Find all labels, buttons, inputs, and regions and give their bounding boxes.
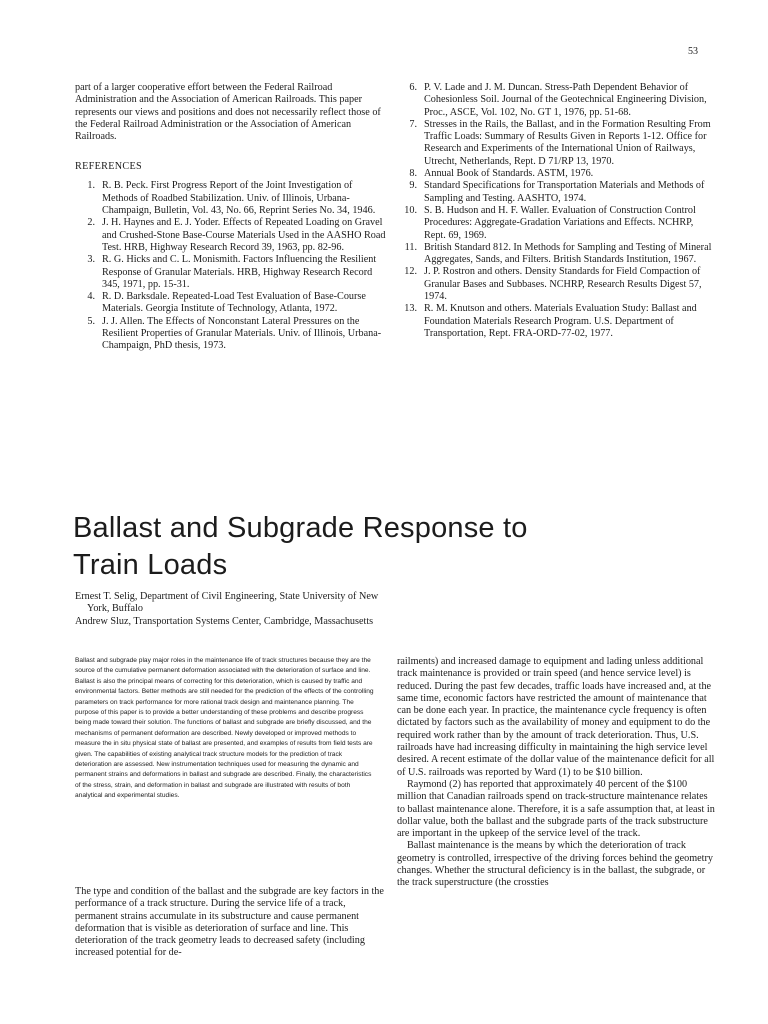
reference-number: 1. [87,180,95,192]
reference-number: 11. [404,241,417,253]
acknowledgment-text: part of a larger cooperative effort between the Federal Railroad Administration and the Association of American Railroads. This paper represents our views and positions and does not necessarily reflect those of the Federal Railroad Administration or the Association of American Railroads. [75,82,381,143]
reference-text: Standard Specifications for Transportation Materials and Methods of Sampling and Testing. AASHTO, 1974. [424,180,705,204]
reference-item [397,266,715,303]
reference-number: 3. [87,254,95,266]
reference-number: 12. [404,266,417,278]
reference-number: 8. [409,168,417,180]
reference-item [397,82,715,119]
reference-item [397,303,715,340]
reference-text: Stresses in the Rails, the Ballast, and in the Formation Resulting From Traffic Loads: Summary of Results Given in Reports 1-12. Office for Research and Experiments of the International Union of Railways, Utrecht, Netherlands, Rept. D 71/RP 13, 1970. [424,118,711,167]
reference-text: R. B. Peck. First Progress Report of the Joint Investigation of Methods of Roadbed Stabilization. Univ. of Illinois, Urbana-Champaign, Bulletin, Vol. 43, No. 66, Reprint Series No. 34, 1946. [102,180,376,217]
reference-number: 5. [87,315,95,327]
author-selig [75,591,715,616]
reference-text: R. D. Barksdale. Repeated-Load Test Evaluation of Base-Course Materials. Georgia Institute of Technology, Atlanta, 1972. [102,291,366,315]
reference-text: S. B. Hudson and H. F. Waller. Evaluation of Construction Control Procedures: Aggregate-Gradation Variations and Effects. NCHRP, Rept. 69, 1969. [424,204,696,241]
reference-number: 4. [87,291,95,303]
reference-text: J. H. Haynes and E. J. Yoder. Effects of Repeated Loading on Gravel and Crushed-Stone Base-Course Materials Used in the AASHO Road Test. HRB, Highway Research Record 39, 1963, pp. 82-96. [102,217,386,253]
reference-number: 9. [409,180,417,192]
references-list-left [75,180,387,352]
reference-text: J. P. Rostron and others. Density Standards for Field Compaction of Granular Bases and Subbases. NCHRP, Research Results Digest 57, 1974. [424,266,702,303]
paper-title-line-2: Train Loads [73,549,228,581]
reference-item [75,254,387,291]
reference-item [75,180,387,217]
body-paragraph-1: railments) and increased damage to equipment and lading unless additional track maintenance is provided or train speed (and hence service level) is reduced. During the past few decades, traffic loads have increased and, at the same time, economic factors have restricted the amount of maintenance that can be done each year. In practice, the maintenance cycle frequency is often dictated by factors such as the availability of money and equipment to do the required work rather than by the amount of track deterioration. Thus, U.S. railroads have had increasing difficulty in maintaining the high service level desired. A recent estimate of the dollar value of the maintenance deficit for all of U.S. railroads was reported by Ward (1) to be $10 billion. [397,656,715,778]
body-right-column [397,656,715,890]
reference-number: 13. [404,303,417,315]
intro-paragraph: The type and condition of the ballast and the subgrade are key factors in the performance of a track structure. During the service life of a track, permanent strains accumulate in its substructure and cause permanent deformation that is visible as deterioration of surface and line. This deterioration of the track geometry leads to decreased safety (including increased potential for de- [75,886,384,959]
top-left-column [75,82,387,353]
reference-item [75,316,387,353]
body-paragraph-2: Raymond (2) has reported that approximately 40 percent of the $100 million that Canadian railroads spend on track-structure maintenance relates to ballast maintenance alone. Therefore, it is a safe assumption that, at least in dollar value, both the ballast and the subgrade parts of the track substructure are important in the upkeep of the service level of the track. [397,778,715,840]
reference-text: P. V. Lade and J. M. Duncan. Stress-Path Dependent Behavior of Cohesionless Soil. Journal of the Geotechnical Engineering Division, Proc., ASCE, Vol. 102, No. GT 1, 1976, pp. 51-68. [424,82,707,118]
reference-item [397,180,715,205]
reference-text: British Standard 812. In Methods for Sampling and Testing of Mineral Aggregates, Sands, and Filters. British Standards Institution, 1967. [424,241,712,266]
reference-item [75,291,387,316]
author-block [75,591,715,628]
reference-item [397,168,715,180]
reference-text: R. G. Hicks and C. L. Monismith. Factors Influencing the Resilient Response of Granular Materials. HRB, Highway Research Record 345, 1971, pp. 15-31. [102,254,377,290]
top-right-column [397,82,715,340]
reference-number: 6. [409,82,417,93]
page-number: 53 [688,46,698,57]
reference-text: Annual Book of Standards. ASTM, 1976. [424,168,594,180]
paper-title [73,510,713,584]
reference-number: 7. [409,118,417,130]
references-heading: REFERENCES [75,161,142,173]
author-selig-line-2: York, Buffalo [87,603,143,615]
author-selig-line-1: Ernest T. Selig, Department of Civil Engineering, State University of New [75,591,379,602]
reference-number: 10. [404,204,417,216]
reference-item [75,217,387,254]
reference-number: 2. [87,217,95,229]
reference-item [397,242,715,267]
paper-title-line-1: Ballast and Subgrade Response to [73,512,528,544]
reference-item [397,119,715,168]
reference-item [397,205,715,242]
body-paragraph-3: Ballast maintenance is the means by which the deterioration of track geometry is controlled, irrespective of the driving forces behind the geometry changes. Whether the structural deficiency is in the ballast, the subgrade, or the track superstructure (the crossties [397,840,713,889]
abstract: Ballast and subgrade play major roles in the maintenance life of track structures because they are the source of the cumulative permanent deformation associated with the deterioration of surface and line. Ballast is also the principal means of correcting for this deterioration, which is caused by traffic and environmental factors. Better methods are still needed for the prediction of the effects of the controlling parameters on track performance for more rational track design and maintenance planning. The purpose of this paper is to provide a better understanding of these problems and describe progress being made toward their solution. The functions of ballast and subgrade are briefly discussed, and the mechanisms of permanent deformation are described. Newly developed or improved methods to measure the in situ physical state of ballast are presented, and examples of results from field tests are given. The capabilities of existing analytical track structure models for the prediction of track deterioration are assessed. New instrumentation techniques used for measuring the dynamic and permanent strains and deformations in ballast and subgrade are described. Finally, the characteristics of the stress, strain, and deformation in ballast and subgrade are illustrated with results of both analytical and experimental studies. [75,657,374,800]
author-sluz: Andrew Sluz, Transportation Systems Center, Cambridge, Massachusetts [75,615,374,627]
reference-text: J. J. Allen. The Effects of Nonconstant Lateral Pressures on the Resilient Properties of Granular Materials. Univ. of Illinois, Urbana-Champaign, PhD thesis, 1973. [102,315,382,352]
references-list-right [397,82,715,340]
reference-text: R. M. Knutson and others. Materials Evaluation Study: Ballast and Foundation Materials Research Program. U.S. Department of Transportation, Rept. FRA-ORD-77-02, 1977. [424,303,697,339]
